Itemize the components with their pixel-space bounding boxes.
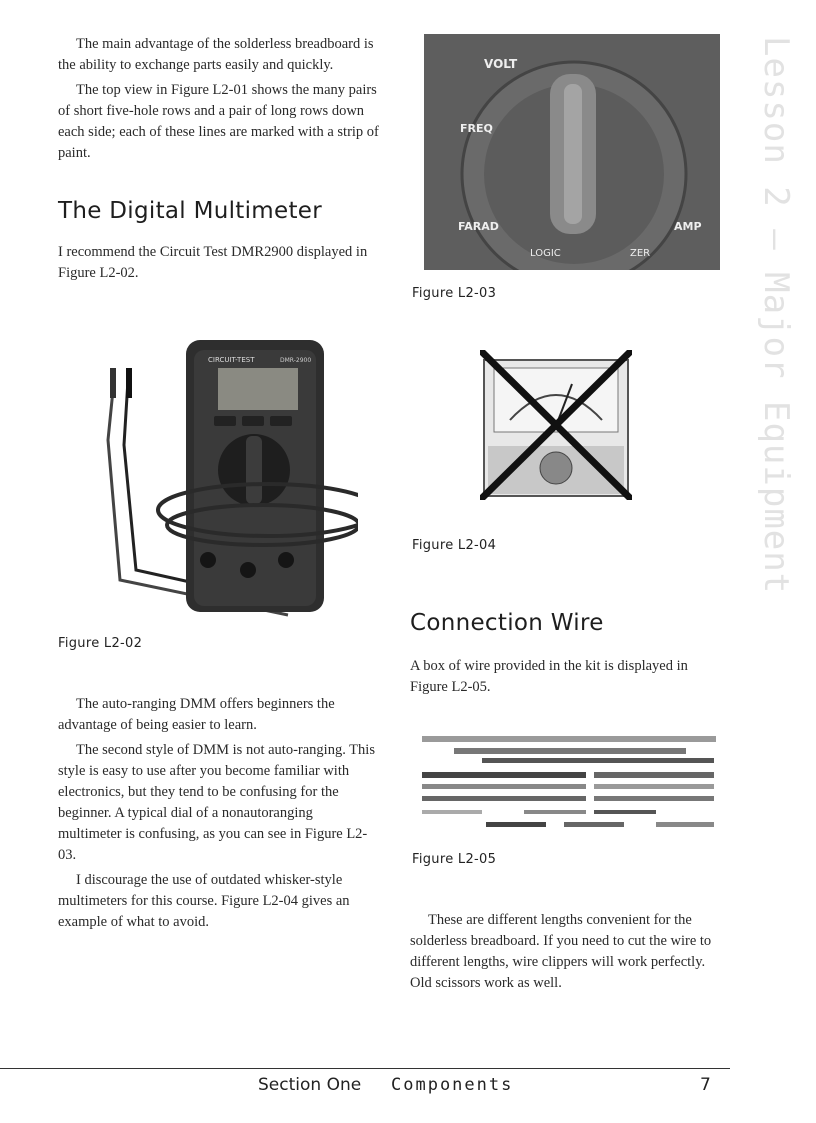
meter-model-label: DMR-2900	[280, 357, 312, 364]
whisker-meter-crossed-photo	[480, 350, 632, 500]
left-column-lower	[58, 694, 380, 937]
figure-l2-02-multimeter	[58, 330, 358, 626]
paragraph-different-lengths: These are different lengths convenient for the solderless breadboard. If you need to cut the wire to different lengths, wire clippers will work perfectly. Old scissors work as well.	[410, 912, 712, 991]
paragraph-whisker-style: I discourage the use of outdated whisker-style multimeters for this course. Figure L2-04 gives an example of what to avoid.	[58, 872, 350, 930]
heading-connection-wire: Connection Wire	[410, 610, 604, 636]
paragraph-top-view: The top view in Figure L2-01 shows the many pairs of short five-hole rows and a pair of long rows down each side; each of these lines are marked with a strip of paint.	[58, 82, 379, 161]
dial-label-freq: FREQ	[460, 122, 493, 135]
dial-label-amp: AMP	[674, 220, 702, 233]
dial-label-zer: ZER	[630, 248, 651, 259]
footer-title: Components	[391, 1075, 514, 1095]
left-column	[58, 34, 380, 288]
nonautoranging-dial-photo	[424, 34, 720, 270]
sidebar-lesson-title: Lesson 2 — Major Equipment	[756, 36, 796, 595]
figure-l2-03-dial	[424, 34, 720, 270]
dial-label-farad: FARAD	[458, 220, 499, 233]
dial-label-volt: VOLT	[484, 57, 518, 71]
caption-figure-l2-05: Figure L2-05	[412, 852, 497, 867]
dial-label-logic: LOGIC	[530, 248, 561, 259]
paragraph-recommend-dmr: I recommend the Circuit Test DMR2900 displayed in Figure L2-02.	[58, 244, 368, 281]
paragraph-auto-ranging: The auto-ranging DMM offers beginners the advantage of being easier to learn.	[58, 696, 335, 733]
multimeter-photo	[58, 330, 358, 626]
caption-figure-l2-02: Figure L2-02	[58, 636, 143, 651]
paragraph-non-auto-ranging: The second style of DMM is not auto-ranging. This style is easy to use after you become familiar with electronics, but they tend to be confusing for the beginner. A typical dial of a nonautoranging multimeter is confusing, as you can see in Figure L2-03.	[58, 742, 375, 863]
caption-figure-l2-03: Figure L2-03	[412, 286, 497, 301]
heading-digital-multimeter: The Digital Multimeter	[58, 198, 322, 224]
connection-wires-photo	[420, 732, 720, 832]
meter-brand-label: CIRCUIT-TEST	[208, 356, 255, 364]
footer-section-label: Section One	[258, 1075, 362, 1095]
paragraph-breadboard-advantage: The main advantage of the solderless breadboard is the ability to exchange parts easily and quickly.	[58, 36, 374, 73]
page-number: 7	[700, 1075, 711, 1095]
chapter-sidebar	[748, 36, 800, 636]
figure-l2-04-whisker-meter	[480, 350, 632, 500]
paragraph-box-of-wire: A box of wire provided in the kit is displayed in Figure L2-05.	[410, 658, 688, 695]
caption-figure-l2-04: Figure L2-04	[412, 538, 497, 553]
footer-divider	[0, 1068, 730, 1069]
figure-l2-05-wire-box	[420, 732, 720, 832]
